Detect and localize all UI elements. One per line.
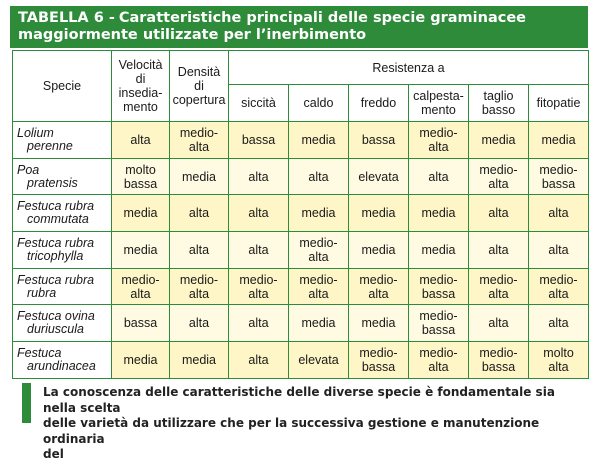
table-cell [529, 195, 589, 232]
text-line: molto [543, 345, 574, 360]
text-line: di [194, 79, 204, 93]
text-line: medio- [121, 272, 160, 287]
table-cell [529, 268, 589, 305]
table-cell [409, 305, 469, 342]
table-cell [409, 268, 469, 305]
table-cell [349, 268, 409, 305]
text-line: bassa [421, 323, 456, 338]
table-cell [229, 305, 289, 342]
species-name-line: Lolium [17, 125, 54, 140]
text-line: medio- [419, 345, 458, 360]
table-cell [349, 305, 409, 342]
table-cell [469, 232, 529, 269]
text-line: alta [428, 359, 449, 374]
text-line: medio- [419, 125, 458, 140]
table-cell [529, 305, 589, 342]
text-line: medio- [419, 309, 458, 324]
text-line: medio- [479, 162, 518, 177]
text-line: alta [248, 169, 269, 184]
text-line: calpesta- [413, 89, 464, 103]
table-cell [529, 122, 589, 159]
species-name-line: Poa [17, 162, 40, 177]
text-line: medio- [239, 272, 278, 287]
text-line: medio- [539, 272, 578, 287]
text-line: alta [488, 206, 509, 221]
table-cell [289, 342, 349, 379]
species-name-line: pratensis [27, 175, 78, 190]
text-line: alta [488, 316, 509, 331]
table-row [13, 232, 589, 269]
footnote-line-2: delle varietà da utilizzare che per la successiva gestione e manutenzione ordinaria [43, 416, 540, 446]
text-line: alta [548, 359, 569, 374]
species-name-line: perenne [27, 138, 73, 153]
text-line: medio- [479, 345, 518, 360]
text-line: medio- [179, 125, 219, 140]
table-cell [469, 158, 529, 195]
text-line: alta [308, 249, 329, 264]
header-resistance-cold [349, 85, 409, 122]
footnote [22, 383, 592, 461]
table-cell [229, 195, 289, 232]
text-line: insedia- [118, 86, 163, 100]
table-cell [469, 305, 529, 342]
text-line: copertura [172, 93, 226, 107]
text-line: elevata [298, 352, 339, 367]
table-cell [229, 158, 289, 195]
text-line: alta [428, 139, 449, 154]
text-line: bassa [421, 286, 456, 301]
text-line: di [135, 72, 146, 86]
text-line: medio- [419, 272, 458, 287]
text-line: media [123, 352, 158, 367]
text-line: alta [130, 132, 151, 147]
text-line: alta [488, 242, 509, 257]
text-line: siccità [241, 96, 276, 110]
text-line: alta [488, 286, 509, 301]
table-title-line-1: Caratteristiche principali delle specie graminacee [118, 10, 527, 26]
table-cell [469, 195, 529, 232]
text-line: media [123, 242, 158, 257]
text-line: alta [248, 206, 269, 221]
text-line: media [421, 206, 456, 221]
text-line: alta [248, 352, 269, 367]
footnote-line-1: La conoscenza delle caratteristiche delle diverse specie è fondamentale sia nella scelta [43, 385, 555, 415]
table-cell [170, 268, 229, 305]
text-line: alta [548, 286, 569, 301]
header-resistance: Resistenza a [229, 51, 589, 85]
species-name [13, 342, 112, 379]
text-line: alta [548, 242, 569, 257]
text-line: alta [308, 286, 329, 301]
table-row [13, 305, 589, 342]
table-cell [469, 122, 529, 159]
text-line: elevata [358, 169, 399, 184]
text-line: alta [308, 169, 329, 184]
text-line: alta [188, 286, 210, 301]
table-title [10, 6, 588, 48]
table-cell [170, 122, 229, 159]
species-name-line: commutata [27, 212, 89, 227]
text-line: alta [368, 286, 389, 301]
table-cell [409, 195, 469, 232]
table-cell [289, 268, 349, 305]
header-resistance-heat [289, 85, 349, 122]
species-name-line: Festuca rubra [17, 235, 95, 250]
text-line: alta [488, 176, 509, 191]
text-line: freddo [360, 96, 397, 110]
text-line: alta [548, 206, 569, 221]
text-line: Densità [177, 65, 221, 79]
species-name [13, 268, 112, 305]
table-cell [170, 195, 229, 232]
text-line: medio- [179, 272, 219, 287]
table-cell [529, 232, 589, 269]
text-line: alta [188, 139, 210, 154]
table-number: TABELLA 6 - [18, 10, 115, 26]
species-name-line: tricophylla [27, 248, 84, 263]
text-line: basso [481, 103, 516, 117]
text-line: media [181, 169, 217, 184]
text-line: medio- [479, 272, 518, 287]
text-line: medio- [359, 345, 398, 360]
table-cell [529, 158, 589, 195]
table-cell [289, 195, 349, 232]
table-cell [349, 342, 409, 379]
species-name-line: duriuscula [27, 322, 84, 337]
table-cell [112, 232, 170, 269]
table-cell [409, 122, 469, 159]
table-cell [349, 195, 409, 232]
text-line: alta [188, 242, 210, 257]
table-cell [112, 195, 170, 232]
species-name [13, 122, 112, 159]
species-table [12, 50, 589, 379]
table-cell [229, 268, 289, 305]
table-cell [229, 122, 289, 159]
table-cell [170, 158, 229, 195]
text-line: molto [125, 162, 156, 177]
species-name [13, 158, 112, 195]
text-line: bassa [123, 316, 158, 331]
table-cell [349, 158, 409, 195]
text-line: bassa [361, 132, 396, 147]
text-line: mento [123, 100, 158, 114]
text-line: bassa [123, 176, 158, 191]
table-cell [170, 342, 229, 379]
table-cell [469, 268, 529, 305]
text-line: media [361, 206, 396, 221]
text-line: media [421, 242, 456, 257]
text-line: alta [428, 169, 449, 184]
species-name [13, 195, 112, 232]
table-cell [349, 232, 409, 269]
text-line: medio- [299, 235, 338, 250]
species-name [13, 305, 112, 342]
text-line: medio- [299, 272, 338, 287]
text-line: media [123, 206, 158, 221]
text-line: bassa [481, 359, 516, 374]
species-name-line: Festuca rubra [17, 272, 95, 287]
header-resistance-low-mowing [469, 85, 529, 122]
table-cell [229, 342, 289, 379]
text-line: medio- [539, 162, 578, 177]
text-line: taglio [483, 89, 514, 103]
table-cell [409, 232, 469, 269]
text-line: media [541, 132, 576, 147]
table-cell [112, 122, 170, 159]
header-resistance-trampling [409, 85, 469, 122]
species-name-line: arundinacea [27, 358, 96, 373]
text-line: medio- [359, 272, 398, 287]
text-line: Velocità [118, 58, 163, 72]
text-line: alta [248, 242, 269, 257]
text-line: alta [548, 316, 569, 331]
text-line: alta [188, 206, 210, 221]
text-line: bassa [361, 359, 396, 374]
text-line: bassa [541, 176, 576, 191]
text-line: alta [248, 316, 269, 331]
table-cell [409, 342, 469, 379]
text-line: bassa [241, 132, 276, 147]
text-line: media [301, 132, 336, 147]
table-row [13, 342, 589, 379]
species-name-line: Festuca rubra [17, 199, 95, 214]
species-name [13, 232, 112, 269]
table-cell [229, 232, 289, 269]
text-line: media [481, 132, 516, 147]
table-row [13, 268, 589, 305]
table-cell [112, 305, 170, 342]
table-cell [289, 158, 349, 195]
species-name-line: Festuca [17, 345, 62, 360]
table-row [13, 122, 589, 159]
header-resistance-drought [229, 85, 289, 122]
table-cell [170, 232, 229, 269]
table-cell [529, 342, 589, 379]
text-line: mento [421, 103, 456, 117]
text-line: alta [130, 286, 151, 301]
table-cell [289, 122, 349, 159]
footnote-line-3: del [43, 447, 64, 461]
header-speed [112, 51, 170, 122]
text-line: media [301, 206, 336, 221]
table-cell [112, 268, 170, 305]
table-cell [170, 305, 229, 342]
header-density [170, 51, 229, 122]
species-name-line: Festuca ovina [17, 309, 95, 324]
table-title-line-2: maggiormente utilizzate per l’inerbimento [18, 27, 367, 43]
table-cell [112, 158, 170, 195]
text-line: alta [248, 286, 269, 301]
header-species: Specie [13, 51, 112, 122]
text-line: alta [188, 316, 210, 331]
table-cell [112, 342, 170, 379]
table-cell [469, 342, 529, 379]
text-line: media [301, 316, 336, 331]
text-line: fitopatie [536, 96, 581, 110]
table-cell [289, 305, 349, 342]
header-resistance-diseases [529, 85, 589, 122]
table-row [13, 195, 589, 232]
text-line: media [181, 352, 217, 367]
species-name-line: rubra [27, 285, 57, 300]
table-cell [409, 158, 469, 195]
text-line: media [361, 242, 396, 257]
text-line: caldo [303, 96, 334, 110]
text-line: media [361, 316, 396, 331]
table-cell [349, 122, 409, 159]
table-row [13, 158, 589, 195]
table-cell [289, 232, 349, 269]
